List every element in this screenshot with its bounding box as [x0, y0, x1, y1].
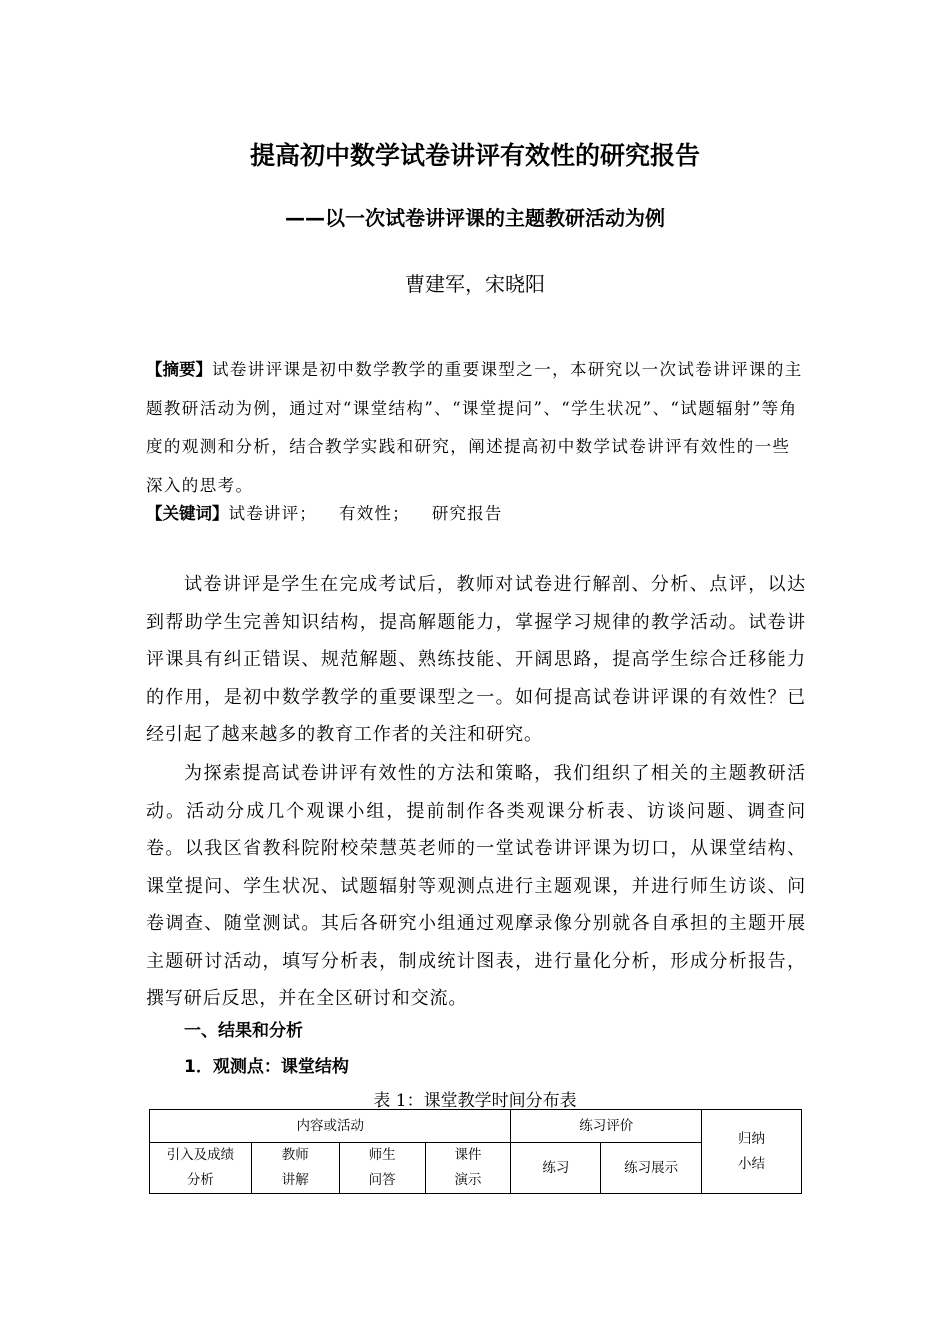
keyword-item: 试卷讲评；	[228, 504, 317, 523]
table-header-group: 练习评价	[511, 1110, 702, 1143]
abstract-label: 【摘要】	[146, 360, 212, 379]
time-distribution-table	[149, 1109, 802, 1194]
table-header-cell: 引入及成绩 分析	[150, 1143, 252, 1194]
table-header-cell: 师生 问答	[339, 1143, 425, 1194]
keyword-item: 研究报告	[431, 504, 503, 523]
table-header-group: 内容或活动	[150, 1110, 511, 1143]
subsection-heading: 1．观测点：课堂结构	[184, 1057, 349, 1077]
body-paragraph-2: 为探索提高试卷讲评有效性的方法和策略，我们组织了相关的主题教研活动。活动分成几个观课小组，提前制作各类观课分析表、访谈问题、调查问卷。以我区省教科院附校荣慧英老师的一堂试卷讲评课为切口，从课堂结构、课堂提问、学生状况、试题辐射等观测点进行主题观课，并进行师生访谈、问卷调查、随堂测试。其后各研究小组通过观摩录像分别就各自承担的主题开展主题研讨活动，填写分析表，制成统计图表，进行量化分析，形成分析报告，撰写研后反思，并在全区研讨和交流。	[146, 763, 806, 1009]
keywords	[146, 500, 806, 528]
section-heading: 一、结果和分析	[184, 1021, 303, 1041]
keywords-label: 【关键词】	[146, 504, 229, 523]
table-header-cell: 课件 演示	[425, 1143, 511, 1194]
table-header-cell: 练习展示	[601, 1143, 702, 1194]
abstract	[146, 351, 806, 505]
body-paragraph-1: 试卷讲评是学生在完成考试后，教师对试卷进行解剖、分析、点评，以达到帮助学生完善知识结构，提高解题能力，掌握学习规律的教学活动。试卷讲评课具有纠正错误、规范解题、熟练技能、开阔思路，提高学生综合迁移能力的作用，是初中数学教学的重要课型之一。如何提高试卷讲评课的有效性？已经引起了越来越多的教育工作者的关注和研究。	[146, 574, 806, 745]
paper-title: 提高初中数学试卷讲评有效性的研究报告	[249, 141, 700, 170]
paper-authors: 曹建军，宋晓阳	[405, 272, 545, 296]
keyword-item: 有效性；	[339, 504, 410, 523]
abstract-text: 试卷讲评课是初中数学教学的重要课型之一，本研究以一次试卷讲评课的主题教研活动为例，通过对“课堂结构”、“课堂提问”、“学生状况”、“试题辐射”等角度的观测和分析，结合教学实践和研究，阐述提高初中数学试卷讲评有效性的一些深入的思考。	[146, 360, 803, 495]
table-header-cell: 练习	[511, 1143, 601, 1194]
table-caption: 表 1：课堂教学时间分布表	[373, 1091, 577, 1111]
table-header-cell: 教师 讲解	[251, 1143, 339, 1194]
table-header-cell: 归纳 小结	[702, 1110, 802, 1194]
paper-subtitle: ——以一次试卷讲评课的主题教研活动为例	[285, 206, 665, 230]
